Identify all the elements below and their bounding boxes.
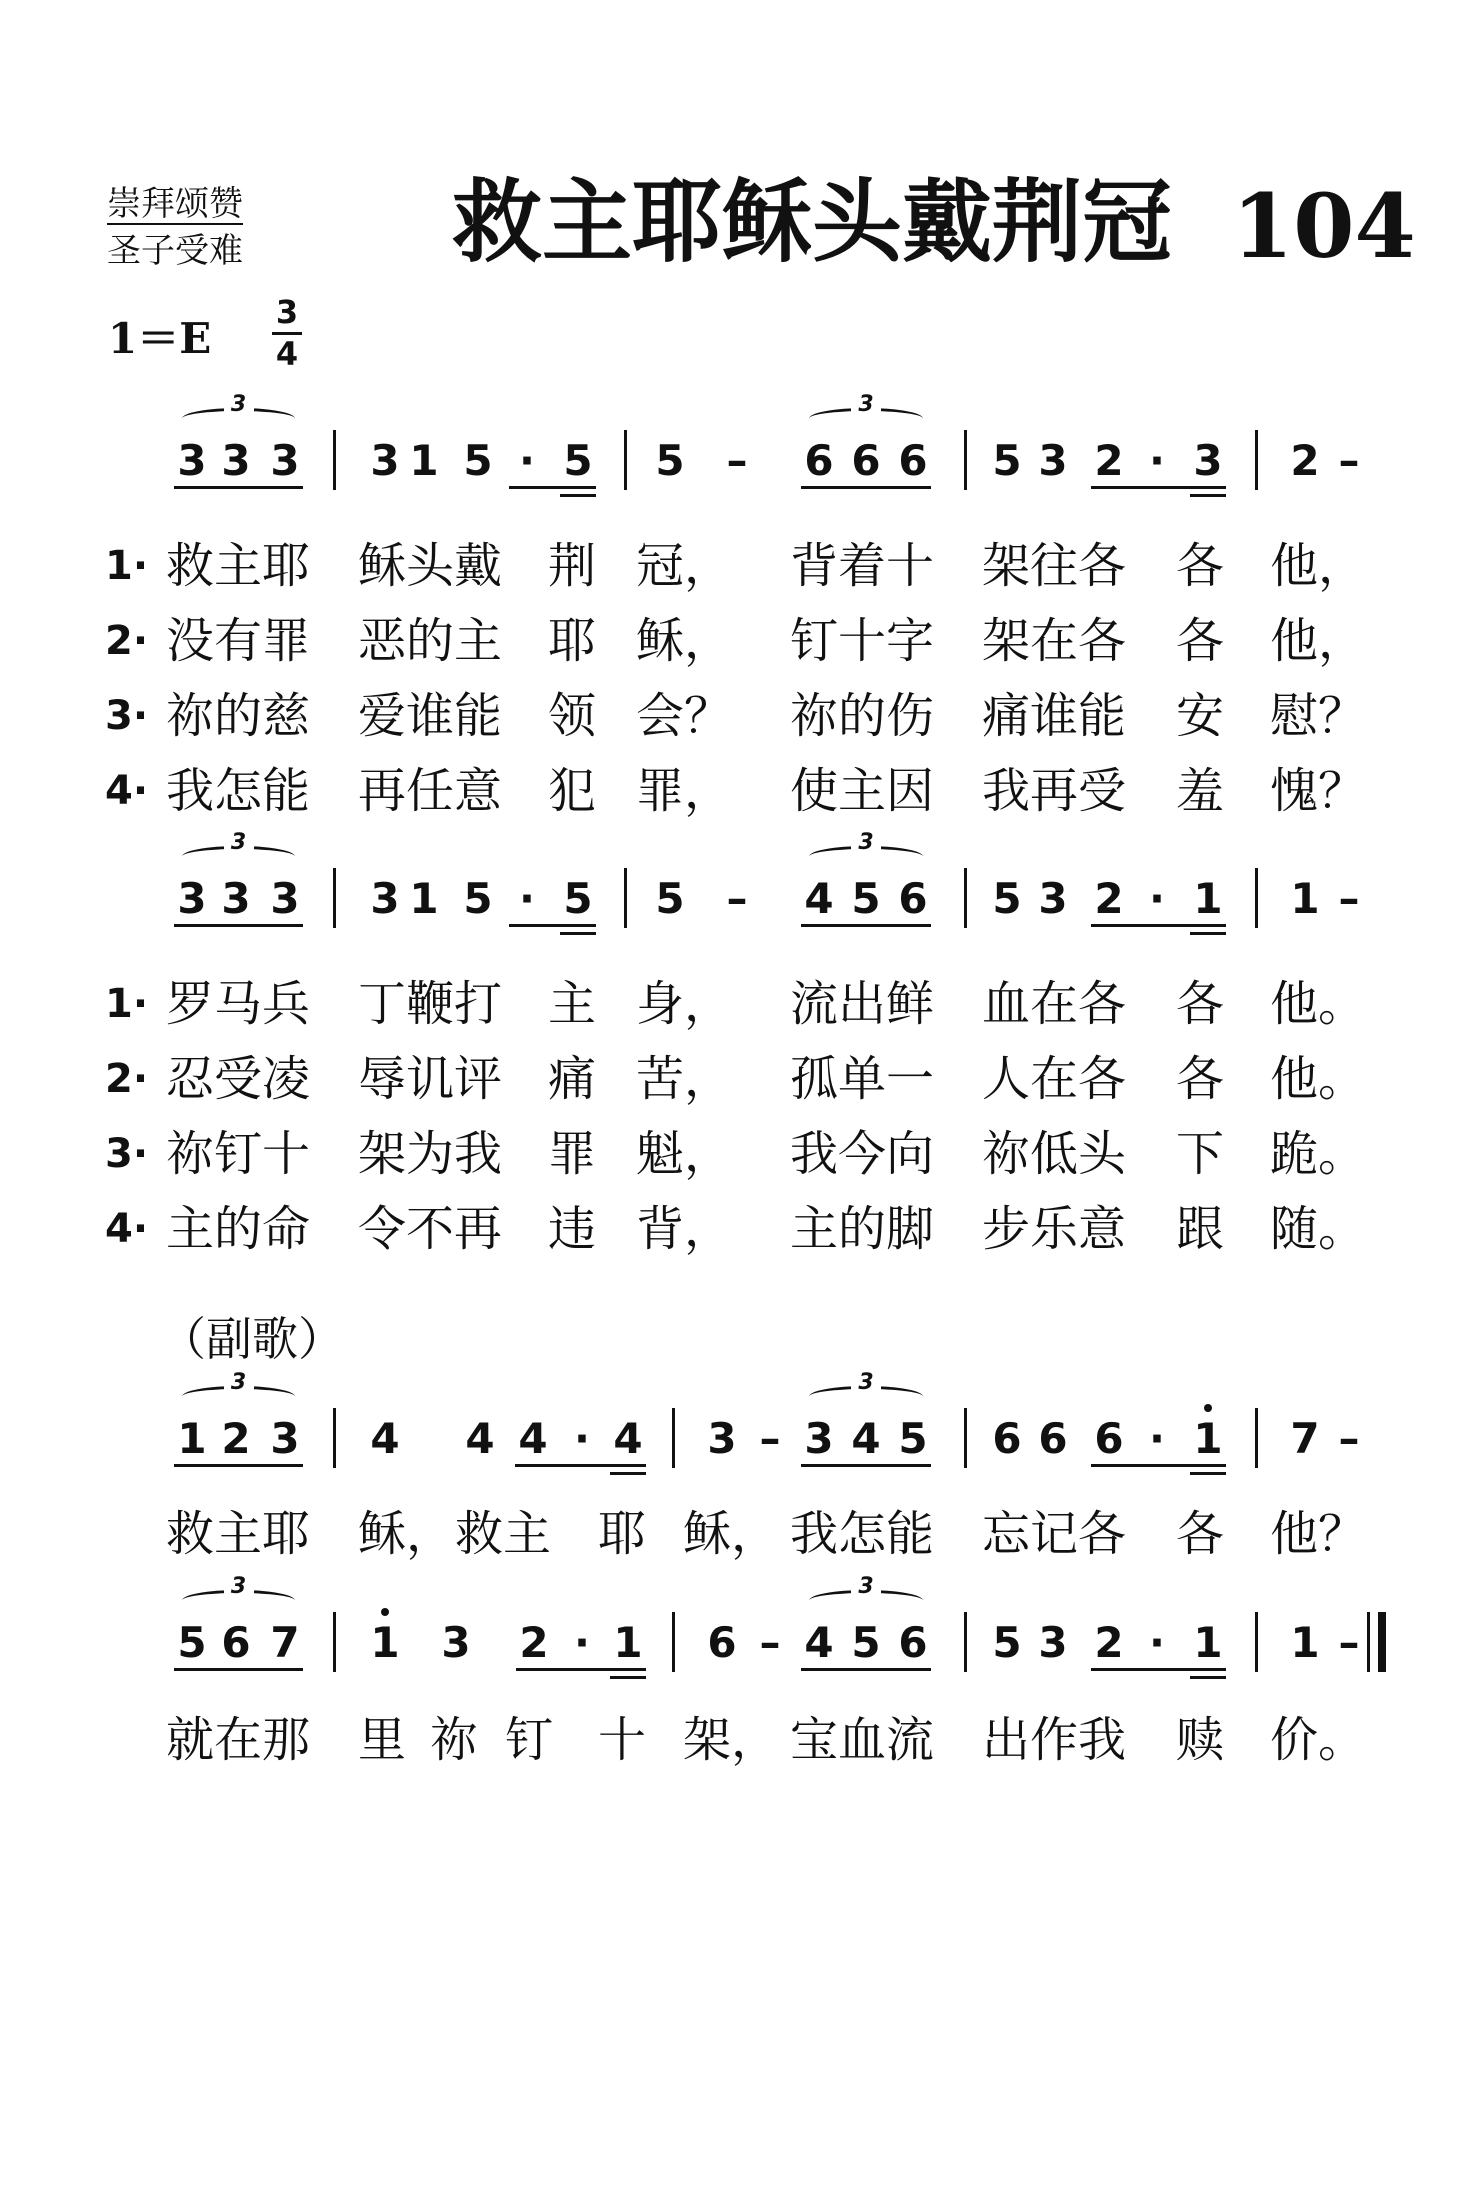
- note: 3: [270, 436, 300, 485]
- lyric-phrase: 安: [1176, 688, 1225, 744]
- lyric-phrase: 慰？: [1270, 688, 1367, 744]
- verse-number: 4·: [105, 768, 149, 814]
- note: 3: [441, 1618, 471, 1667]
- lyric-phrase: 爱谁能: [358, 688, 503, 744]
- lyric-phrase: 主: [548, 976, 597, 1032]
- note: 4: [465, 1414, 495, 1463]
- lyric-phrase: 痛: [548, 1051, 597, 1107]
- beam-underline: [174, 1668, 303, 1671]
- time-signature-top: 3: [275, 293, 299, 331]
- note: 1: [177, 1414, 207, 1463]
- hymn-number: 104: [1232, 174, 1416, 278]
- barline: [333, 1408, 336, 1468]
- note: 4: [370, 1414, 400, 1463]
- note: 5: [851, 1618, 881, 1667]
- note: –: [726, 436, 748, 485]
- lyric-phrase: 会？: [636, 688, 733, 744]
- lyric-phrase: 痛谁能: [982, 688, 1127, 744]
- lyric-phrase: 罪，: [636, 763, 733, 819]
- barline: [624, 430, 627, 490]
- note: ·: [1149, 874, 1165, 923]
- note: 3: [270, 1414, 300, 1463]
- barline: [964, 430, 967, 490]
- note: 4: [804, 1618, 834, 1667]
- lyric-phrase: 救主耶: [166, 538, 311, 594]
- lyric-phrase: 犯: [548, 763, 597, 819]
- lyric-phrase: 魁，: [636, 1126, 733, 1182]
- note: 1: [1193, 1414, 1223, 1463]
- chorus-lyric-phrase: 忘记各: [982, 1506, 1127, 1562]
- chorus-lyric-phrase: 钉: [505, 1712, 554, 1768]
- lyric-phrase: 荆: [548, 538, 597, 594]
- verse-number: 3·: [105, 693, 149, 739]
- beam-underline: [509, 486, 596, 489]
- note: 1: [409, 874, 439, 923]
- beam-underline: [801, 924, 931, 927]
- barline: [333, 430, 336, 490]
- triplet-number: 3: [851, 832, 881, 854]
- lyric-phrase: 稣头戴: [358, 538, 503, 594]
- note: ·: [574, 1618, 590, 1667]
- lyric-phrase: 罗马兵: [166, 976, 311, 1032]
- note: –: [759, 1618, 781, 1667]
- note: 3: [370, 874, 400, 923]
- note: 3: [1038, 436, 1068, 485]
- note: 5: [992, 874, 1022, 923]
- lyric-phrase: 丁鞭打: [358, 976, 503, 1032]
- chorus-lyric-phrase: 耶: [598, 1506, 647, 1562]
- category-passion: 圣子受难: [107, 231, 243, 271]
- final-barline: [1378, 1612, 1386, 1672]
- chorus-lyric-phrase: 我怎能: [790, 1506, 935, 1562]
- beam-underline: [509, 924, 596, 927]
- note: 6: [707, 1618, 737, 1667]
- lyric-phrase: 再任意: [358, 763, 503, 819]
- lyric-phrase: 架往各: [982, 538, 1127, 594]
- note: –: [1338, 874, 1360, 923]
- note: ·: [519, 436, 535, 485]
- chorus-lyric-phrase: 里: [358, 1712, 407, 1768]
- note: 3: [1038, 874, 1068, 923]
- beam-underline: [1190, 932, 1226, 935]
- note: 5: [851, 874, 881, 923]
- note: 2: [1094, 874, 1124, 923]
- barline: [1367, 1612, 1370, 1672]
- note: 7: [270, 1618, 300, 1667]
- lyric-phrase: 羞: [1176, 763, 1225, 819]
- lyric-phrase: 各: [1176, 613, 1225, 669]
- note: 6: [221, 1618, 251, 1667]
- beam-underline: [1091, 486, 1226, 489]
- note: 4: [804, 874, 834, 923]
- lyric-phrase: 下: [1176, 1126, 1225, 1182]
- lyric-phrase: 他，: [1270, 538, 1367, 594]
- note: 6: [992, 1414, 1022, 1463]
- lyric-phrase: 罪: [548, 1126, 597, 1182]
- beam-underline: [516, 1668, 646, 1671]
- note: 5: [463, 874, 493, 923]
- note: 3: [177, 436, 207, 485]
- note: ·: [1149, 436, 1165, 485]
- lyric-phrase: 架在各: [982, 613, 1127, 669]
- note: 1: [409, 436, 439, 485]
- lyric-phrase: 主的脚: [790, 1201, 935, 1257]
- note: 1: [613, 1618, 643, 1667]
- note: 6: [898, 874, 928, 923]
- lyric-phrase: 各: [1176, 1051, 1225, 1107]
- beam-underline: [610, 1472, 646, 1475]
- beam-underline: [174, 924, 303, 927]
- note: 2: [1290, 436, 1320, 485]
- triplet-number: 3: [224, 1372, 254, 1394]
- note: 5: [992, 1618, 1022, 1667]
- note: 6: [851, 436, 881, 485]
- lyric-phrase: 背着十: [790, 538, 935, 594]
- barline: [1255, 868, 1258, 928]
- verse-number: 4·: [105, 1206, 149, 1252]
- lyric-phrase: 冠，: [636, 538, 733, 594]
- lyric-phrase: 人在各: [982, 1051, 1127, 1107]
- note: ·: [1149, 1414, 1165, 1463]
- note: 2: [1094, 1618, 1124, 1667]
- lyric-phrase: 钉十字: [790, 613, 935, 669]
- lyric-phrase: 忍受凌: [166, 1051, 311, 1107]
- category-worship: 崇拜颂赞: [107, 184, 243, 224]
- lyric-phrase: 祢的慈: [166, 688, 311, 744]
- chorus-lyric-phrase: 他？: [1270, 1506, 1367, 1562]
- beam-underline: [560, 494, 596, 497]
- note: 2: [221, 1414, 251, 1463]
- barline: [964, 1408, 967, 1468]
- note: 2: [1094, 436, 1124, 485]
- chorus-lyric-phrase: 十: [598, 1712, 647, 1768]
- beam-underline: [801, 486, 931, 489]
- lyric-phrase: 各: [1176, 976, 1225, 1032]
- lyric-phrase: 跪。: [1270, 1126, 1367, 1182]
- chorus-lyric-phrase: 就在那: [166, 1712, 311, 1768]
- triplet-number: 3: [224, 832, 254, 854]
- chorus-lyric-phrase: 价。: [1270, 1712, 1367, 1768]
- chorus-lyric-phrase: 稣，: [683, 1506, 780, 1562]
- note: 1: [1290, 874, 1320, 923]
- chorus-lyric-phrase: 救主耶: [166, 1506, 311, 1562]
- beam-underline: [515, 1464, 646, 1467]
- chorus-lyric-phrase: 架，: [683, 1712, 780, 1768]
- lyric-phrase: 我今向: [790, 1126, 935, 1182]
- lyric-phrase: 祢钉十: [166, 1126, 311, 1182]
- beam-underline: [610, 1676, 646, 1679]
- note: 5: [992, 436, 1022, 485]
- note: 2: [519, 1618, 549, 1667]
- lyric-phrase: 他，: [1270, 613, 1367, 669]
- note: 1: [1290, 1618, 1320, 1667]
- lyric-phrase: 耶: [548, 613, 597, 669]
- lyric-phrase: 他。: [1270, 1051, 1367, 1107]
- octave-dot: [381, 1608, 389, 1616]
- note: ·: [574, 1414, 590, 1463]
- lyric-phrase: 令不再: [358, 1201, 503, 1257]
- beam-underline: [1190, 1676, 1226, 1679]
- note: 5: [563, 874, 593, 923]
- hymn-title: 救主耶稣头戴荆冠: [452, 170, 1172, 275]
- note: 3: [270, 874, 300, 923]
- note: 1: [370, 1618, 400, 1667]
- note: 5: [898, 1414, 928, 1463]
- beam-underline: [174, 1464, 303, 1467]
- note: –: [1338, 1414, 1360, 1463]
- barline: [624, 868, 627, 928]
- beam-underline: [801, 1464, 931, 1467]
- lyric-phrase: 领: [548, 688, 597, 744]
- lyric-phrase: 违: [548, 1201, 597, 1257]
- barline: [1255, 430, 1258, 490]
- note: 3: [1038, 1618, 1068, 1667]
- chorus-lyric-phrase: 各: [1176, 1506, 1225, 1562]
- lyric-phrase: 苦，: [636, 1051, 733, 1107]
- note: 4: [613, 1414, 643, 1463]
- barline: [333, 868, 336, 928]
- note: 6: [1038, 1414, 1068, 1463]
- verse-number: 1·: [105, 981, 149, 1027]
- note: –: [1338, 436, 1360, 485]
- note: 3: [221, 436, 251, 485]
- note: 5: [655, 436, 685, 485]
- octave-dot: [1204, 1404, 1212, 1412]
- triplet-number: 3: [851, 1372, 881, 1394]
- barline: [672, 1612, 675, 1672]
- lyric-phrase: 随。: [1270, 1201, 1367, 1257]
- lyric-phrase: 架为我: [358, 1126, 503, 1182]
- lyric-phrase: 我再受: [982, 763, 1127, 819]
- beam-underline: [560, 932, 596, 935]
- lyric-phrase: 血在各: [982, 976, 1127, 1032]
- note: 3: [804, 1414, 834, 1463]
- lyric-phrase: 祢的伤: [790, 688, 935, 744]
- triplet-number: 3: [851, 1576, 881, 1598]
- barline: [672, 1408, 675, 1468]
- lyric-phrase: 辱讥评: [358, 1051, 503, 1107]
- chorus-lyric-phrase: 救主: [455, 1506, 552, 1562]
- note: 5: [655, 874, 685, 923]
- lyric-phrase: 使主因: [790, 763, 935, 819]
- triplet-number: 3: [224, 1576, 254, 1598]
- verse-number: 2·: [105, 1056, 149, 1102]
- chorus-label: （副歌）: [160, 1312, 344, 1366]
- note: 3: [707, 1414, 737, 1463]
- note: 6: [804, 436, 834, 485]
- chorus-lyric-phrase: 赎: [1176, 1712, 1225, 1768]
- note: 5: [177, 1618, 207, 1667]
- note: 3: [177, 874, 207, 923]
- lyric-phrase: 他。: [1270, 976, 1367, 1032]
- barline: [1255, 1612, 1258, 1672]
- verse-number: 1·: [105, 543, 149, 589]
- lyric-phrase: 主的命: [166, 1201, 311, 1257]
- note: 5: [463, 436, 493, 485]
- beam-underline: [1190, 494, 1226, 497]
- chorus-lyric-phrase: 宝血流: [790, 1712, 935, 1768]
- note: 7: [1290, 1414, 1320, 1463]
- barline: [964, 868, 967, 928]
- note: 3: [221, 874, 251, 923]
- lyric-phrase: 孤单一: [790, 1051, 935, 1107]
- lyric-phrase: 各: [1176, 538, 1225, 594]
- note: ·: [519, 874, 535, 923]
- barline: [964, 1612, 967, 1672]
- beam-underline: [1091, 1668, 1226, 1671]
- note: ·: [1149, 1618, 1165, 1667]
- lyric-phrase: 身，: [636, 976, 733, 1032]
- triplet-number: 3: [224, 394, 254, 416]
- barline: [1255, 1408, 1258, 1468]
- note: 5: [563, 436, 593, 485]
- beam-underline: [801, 1668, 931, 1671]
- note: 4: [518, 1414, 548, 1463]
- verse-number: 3·: [105, 1131, 149, 1177]
- chorus-lyric-phrase: 祢: [430, 1712, 479, 1768]
- time-signature-bottom: 4: [275, 335, 299, 373]
- triplet-number: 3: [851, 394, 881, 416]
- note: 4: [851, 1414, 881, 1463]
- lyric-phrase: 我怎能: [166, 763, 311, 819]
- beam-underline: [1091, 924, 1226, 927]
- lyric-phrase: 祢低头: [982, 1126, 1127, 1182]
- lyric-phrase: 背，: [636, 1201, 733, 1257]
- lyric-phrase: 没有罪: [166, 613, 311, 669]
- key-signature: 1＝E: [108, 314, 212, 363]
- lyric-phrase: 恶的主: [358, 613, 503, 669]
- note: 6: [898, 1618, 928, 1667]
- beam-underline: [174, 486, 303, 489]
- barline: [333, 1612, 336, 1672]
- note: –: [759, 1414, 781, 1463]
- note: 6: [898, 436, 928, 485]
- lyric-phrase: 跟: [1176, 1201, 1225, 1257]
- beam-underline: [1190, 1472, 1226, 1475]
- note: 3: [1193, 436, 1223, 485]
- beam-underline: [1091, 1464, 1226, 1467]
- note: 1: [1193, 874, 1223, 923]
- note: –: [726, 874, 748, 923]
- note: 6: [1094, 1414, 1124, 1463]
- note: –: [1338, 1618, 1360, 1667]
- note: 1: [1193, 1618, 1223, 1667]
- chorus-lyric-phrase: 稣，: [358, 1506, 455, 1562]
- verse-number: 2·: [105, 618, 149, 664]
- lyric-phrase: 愧？: [1270, 763, 1367, 819]
- chorus-lyric-phrase: 出作我: [982, 1712, 1127, 1768]
- lyric-phrase: 步乐意: [982, 1201, 1127, 1257]
- lyric-phrase: 流出鲜: [790, 976, 935, 1032]
- note: 3: [370, 436, 400, 485]
- lyric-phrase: 稣，: [636, 613, 733, 669]
